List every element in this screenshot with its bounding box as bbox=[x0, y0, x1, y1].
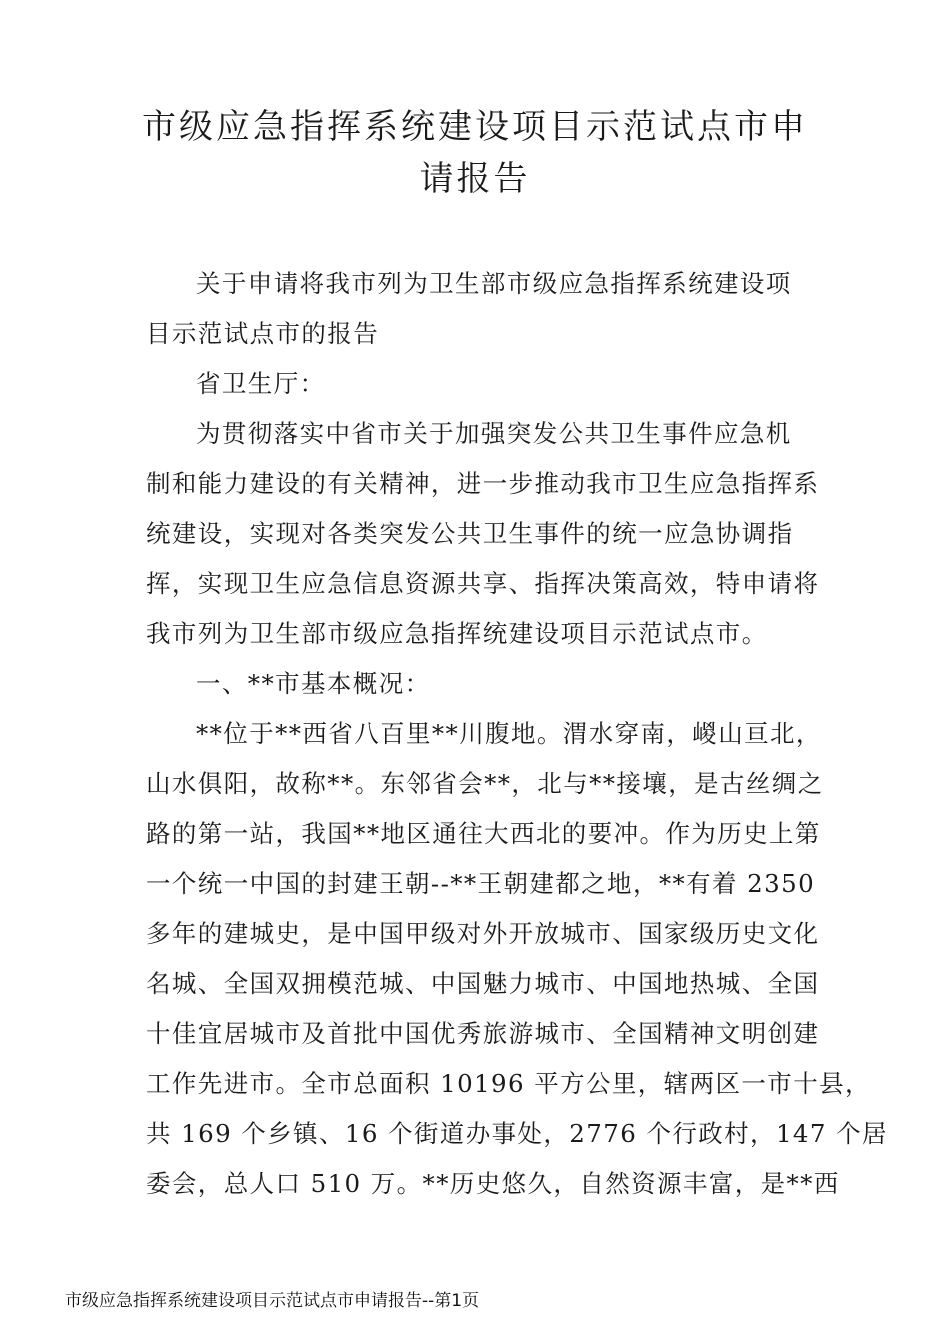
body-line: 名城、全国双拥模范城、中国魅力城市、中国地热城、全国 bbox=[146, 969, 820, 998]
body-line: **位于**西省八百里**川腹地。渭水穿南，嵕山亘北， bbox=[196, 719, 822, 748]
subject-line-1: 关于申请将我市列为卫生部市级应急指挥系统建设项 bbox=[196, 269, 792, 298]
body-line: 我市列为卫生部市级应急指挥统建设项目示范试点市。 bbox=[146, 619, 768, 648]
page-footer: 市级应急指挥系统建设项目示范试点市申请报告--第1页 bbox=[65, 1291, 480, 1311]
body-line: 一个统一中国的封建王朝--**王朝建都之地，**有着 2350 bbox=[146, 869, 816, 898]
body-line: 挥，实现卫生应急信息资源共享、指挥决策高效，特申请将 bbox=[146, 569, 820, 598]
body-line: 统建设，实现对各类突发公共卫生事件的统一应急协调指 bbox=[146, 519, 794, 548]
body-line: 委会，总人口 510 万。**历史悠久，自然资源丰富，是**西 bbox=[146, 1169, 840, 1198]
body-line: 路的第一站，我国**地区通往大西北的要冲。作为历史上第 bbox=[146, 819, 821, 848]
section-heading: 一、**市基本概况： bbox=[196, 669, 431, 698]
body-line: 为贯彻落实中省市关于加强突发公共卫生事件应急机 bbox=[196, 419, 792, 448]
document-title-line-1: 市级应急指挥系统建设项目示范试点市申 bbox=[142, 107, 808, 147]
salutation: 省卫生厅： bbox=[196, 369, 326, 398]
body-line: 多年的建城史，是中国甲级对外开放城市、国家级历史文化 bbox=[146, 919, 820, 948]
document-title-line-2: 请报告 bbox=[419, 159, 531, 199]
body-line: 制和能力建设的有关精神，进一步推动我市卫生应急指挥系 bbox=[146, 469, 820, 498]
body-line: 十佳宜居城市及首批中国优秀旅游城市、全国精神文明创建 bbox=[146, 1019, 820, 1048]
body-line: 山水俱阳，故称**。东邻省会**，北与**接壤，是古丝绸之 bbox=[146, 769, 824, 798]
body-line: 共 169 个乡镇、16 个街道办事处，2776 个行政村，147 个居 bbox=[146, 1119, 888, 1148]
subject-line-2: 目示范试点市的报告 bbox=[146, 319, 380, 348]
body-line: 工作先进市。全市总面积 10196 平方公里，辖两区一市十县， bbox=[146, 1069, 871, 1098]
